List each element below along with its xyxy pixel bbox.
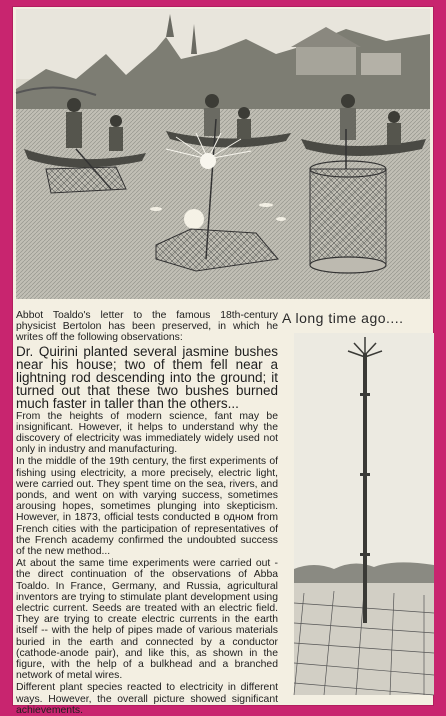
article-heading: A long time ago.... [282, 310, 404, 326]
paragraph: Abbot Toaldo's letter to the famous 18th-century physicist Bertolon has been preserved, in which he writes off the following observations: [16, 310, 278, 344]
paragraph: Different plant species reacted to electricity in different ways. However, the overall picture showed significant achievements. [16, 682, 278, 716]
paragraph: Dr. Quirini planted several jasmine bushes near his house; two of them fell near a lightning rod descending into the ground; it turned out that these two bushes burned much faster in taller than the others... [16, 343, 278, 411]
article-body [16, 310, 278, 716]
paragraph: In the middle of the 19th century, the first experiments of fishing using electricity, a more precisely, electric light, were carried out. They spent time on the sea, rivers, and ponds, and went on with varying success, sometimes arousing hopes, sometimes plunging into skepticism. However, in 1873, official tests conducted в одном from French cities with the participation of representatives of the French academy confirmed the undoubted success of the new method... [16, 456, 278, 558]
fishing-illustration [16, 9, 430, 299]
paragraph: From the heights of modern science, fant may be insignificant. However, it helps to understand why the discovery of electricity was immediately widely used not only in industry and manufacturing. [16, 410, 278, 456]
paragraph: At about the same time experiments were carried out -the direct continuation of the observations of Abba Toaldo. In France, Germany, and Russia, agricultural inventors are trying to stimulate plant development using electric current. Seeds are treated with an electric field. They are trying to create electric currents in the earth itself -- with the help of pipes made of various materials buried in the earth and connected by a conductor (cathode-anode pair), and like this, as shown in the figure, with the help of a bulkhead and a branched network of metal wires. [16, 558, 278, 682]
mast-illustration [294, 333, 434, 695]
